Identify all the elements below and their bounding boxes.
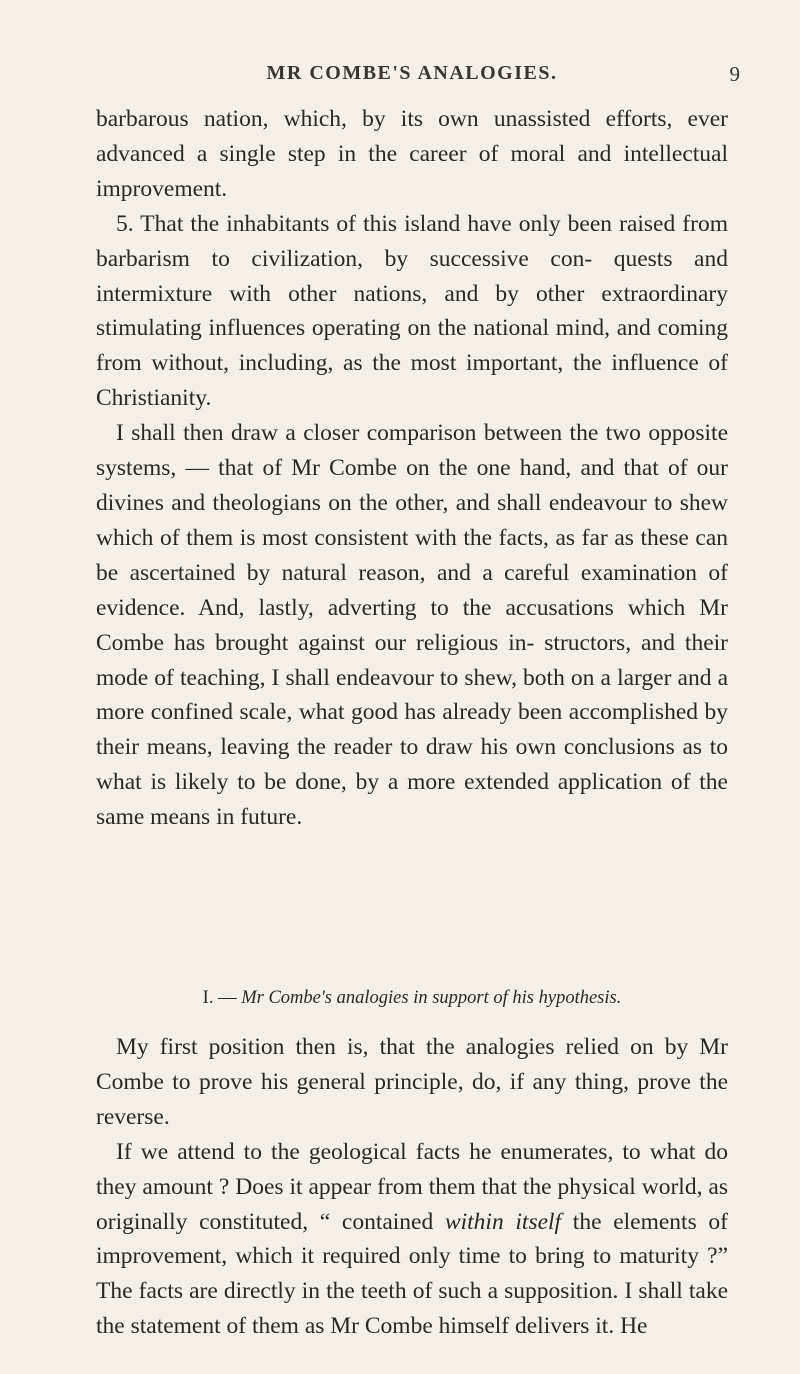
paragraph: My first position then is, that the analogies relied on by Mr Combe to prove his general principle, do, if any thing, prove the reverse.: [96, 1034, 728, 1130]
running-head: [96, 62, 740, 88]
paragraph: I shall then draw a closer comparison between the two opposite systems, — that of Mr Combe on the one hand, and that of our divines and theologians on the other, and shall endeavour to shew which of them is most consistent with the facts, as far as these can be ascertained by natural reason, and a careful examination of evidence. And, lastly, adverting to the accusations which Mr Combe has brought against our religious in- structors, and their mode of teaching, I shall endeavour to shew, both on a larger and a more confined scale, what good has already been accomplished by their means, leaving the reader to draw his own conclusions as to what is likely to be done, by a more extended application of the same means in future.: [96, 420, 728, 831]
paragraph-text: the elements of improvement, which it required only time to bring to maturity ?” The facts are directly in the teeth of such a supposition. I shall take the statement of them as Mr Combe himself delivers it. He: [96, 1208, 728, 1340]
section-heading: [96, 988, 728, 1009]
running-title: MR COMBE'S ANALOGIES.: [266, 62, 558, 84]
paragraph: barbarous nation, which, by its own unassisted efforts, ever advanced a single step in the career of moral and intellectual improvement.: [96, 106, 728, 202]
page-number: 9: [729, 62, 740, 86]
body-text-continued: [96, 1030, 728, 1344]
section-number: I. —: [202, 988, 242, 1008]
paragraph-text: If we attend to the geological facts he enumerates, to what do they amount ? Does it appear from them that the physical world, as originally constituted, “ contained: [96, 1138, 728, 1235]
body-text: [96, 102, 728, 835]
section-title: Mr Combe's analogies in support of his hypothesis.: [241, 988, 622, 1008]
paragraph: [96, 1135, 728, 1344]
paragraph: 5. That the inhabitants of this island have only been raised from barbarism to civilization, by successive con- quests and intermixture with other nations, and by other extraordinary stimulating influences operating on the national mind, and coming from without, including, as the most important, the influence of Christianity.: [96, 210, 728, 412]
emphasis-text: within itself: [444, 1208, 562, 1235]
